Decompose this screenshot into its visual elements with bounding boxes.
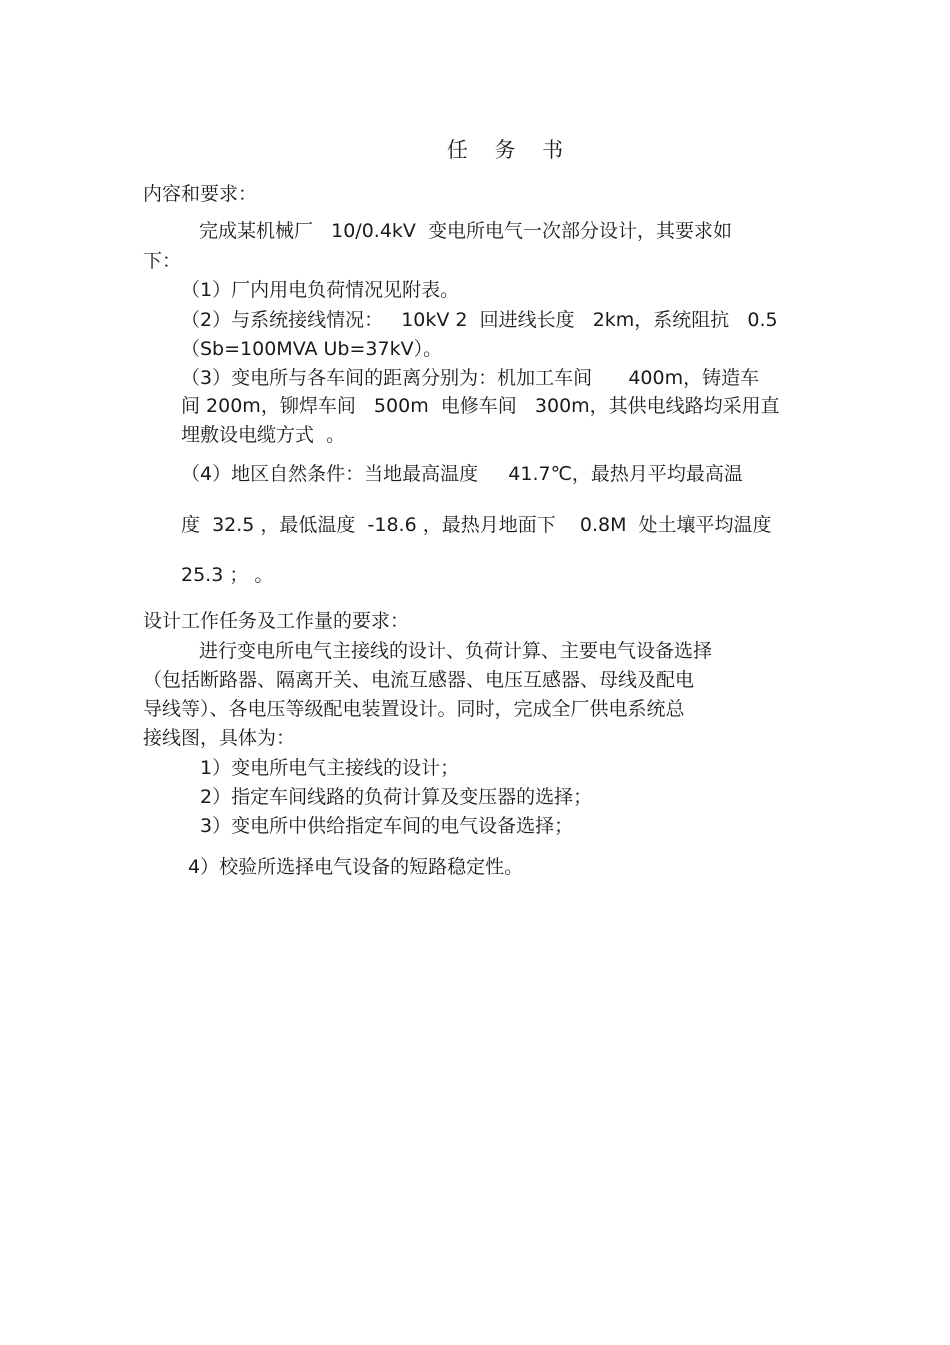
requirement-item-3-cont: 间 200m，铆焊车间 500m 电修车间 300m，其供电线路均采用直 [181, 395, 780, 417]
task-item-3: 3）变电所中供给指定车间的电气设备选择； [200, 815, 574, 837]
task-paragraph-line: 导线等）、各电压等级配电装置设计。同时，完成全厂供电系统总 [143, 698, 685, 720]
task-paragraph-line: 接线图，具体为： [143, 727, 296, 749]
task-item-2: 2）指定车间线路的负荷计算及变压器的选择； [200, 786, 593, 808]
task-item-1: 1）变电所电气主接线的设计； [200, 757, 460, 779]
intro-text-line: 下： [143, 250, 182, 272]
requirement-item-2-cont: （Sb=100MVA Ub=37kV）。 [181, 338, 443, 360]
document-title: 任 务 书 [446, 138, 574, 162]
task-paragraph-line: 进行变电所电气主接线的设计、负荷计算、主要电气设备选择 [199, 640, 713, 662]
section-heading-design-tasks: 设计工作任务及工作量的要求： [143, 610, 410, 632]
requirement-item-3-cont: 埋敷设电缆方式 。 [181, 424, 346, 446]
section-heading-content-requirements: 内容和要求： [143, 183, 258, 205]
requirement-item-1: （1）厂内用电负荷情况见附表。 [181, 279, 460, 301]
requirement-item-4: （4）地区自然条件：当地最高温度 41.7℃，最热月平均最高温 [181, 463, 743, 485]
task-paragraph-line: （包括断路器、隔离开关、电流互感器、电压互感器、母线及配电 [143, 669, 695, 691]
requirement-item-4-cont: 度 32.5 ，最低温度 -18.6 ，最热月地面下 0.8M 处土壤平均温度 [181, 514, 772, 536]
requirement-item-2: （2）与系统接线情况： 10kV 2 回进线长度 2km，系统阻抗 0.5 [181, 309, 778, 331]
requirement-item-3: （3）变电所与各车间的距离分别为：机加工车间 400m，铸造车 [181, 367, 760, 389]
requirement-item-4-cont: 25.3 ； 。 [181, 564, 274, 586]
task-item-4: 4）校验所选择电气设备的短路稳定性。 [188, 856, 524, 878]
intro-text-line: 完成某机械厂 10/0.4kV 变电所电气一次部分设计，其要求如 [199, 220, 732, 242]
